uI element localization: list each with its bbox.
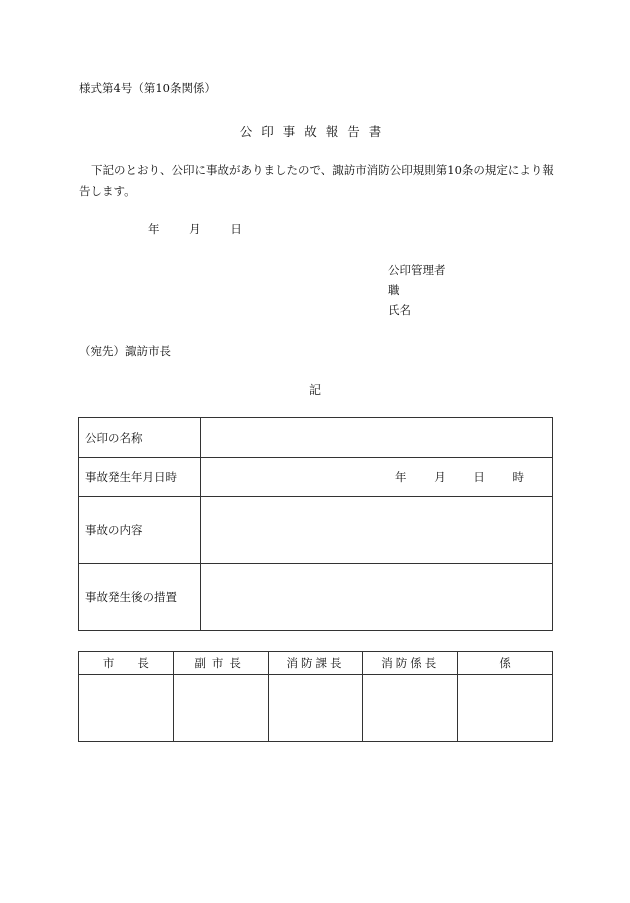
- incident-content-label: 事故の内容: [79, 497, 201, 564]
- datetime-units: [371, 469, 524, 485]
- approver-deputy-mayor-header: 副市長: [173, 652, 268, 675]
- table-row: [79, 675, 553, 742]
- table-row: [79, 497, 553, 564]
- approver-staff-header: 係: [458, 652, 553, 675]
- ki-heading: 記: [308, 383, 321, 397]
- post-incident-measures-label: 事故発生後の措置: [79, 564, 201, 631]
- approval-stamp-table: [78, 651, 553, 742]
- table-row: [79, 458, 553, 497]
- datetime-hour-label: 時: [512, 470, 524, 484]
- form-number: 様式第4号（第10条関係）: [79, 81, 216, 95]
- approver-fire-unit-chief-header: 消防係長: [363, 652, 458, 675]
- page-title: 公印事故報告書: [239, 124, 391, 139]
- signer-role: 公印管理者: [388, 263, 446, 277]
- table-row: [79, 418, 553, 458]
- date-month-label: 月: [189, 222, 201, 236]
- date-year-label: 年: [148, 222, 160, 236]
- mayor-stamp-cell[interactable]: [79, 675, 174, 742]
- table-row: [79, 564, 553, 631]
- incident-details-table: [78, 417, 553, 631]
- seal-name-field[interactable]: [201, 418, 553, 458]
- fire-unit-chief-stamp-cell[interactable]: [363, 675, 458, 742]
- date-day-label: 日: [230, 222, 242, 236]
- datetime-year-label: 年: [395, 470, 407, 484]
- incident-content-field[interactable]: [201, 497, 553, 564]
- deputy-mayor-stamp-cell[interactable]: [173, 675, 268, 742]
- post-incident-measures-field[interactable]: [201, 564, 553, 631]
- datetime-month-label: 月: [434, 470, 446, 484]
- fire-section-chief-stamp-cell[interactable]: [268, 675, 363, 742]
- signer-position: 職: [388, 283, 400, 297]
- signer-name: 氏名: [388, 303, 411, 317]
- seal-name-label: 公印の名称: [79, 418, 201, 458]
- table-row: [79, 652, 553, 675]
- addressee: （宛先）諏訪市長: [79, 344, 171, 358]
- approver-fire-section-chief-header: 消防課長: [268, 652, 363, 675]
- report-statement: 下記のとおり、公印に事故がありましたので、諏訪市消防公印規則第10条の規定により報告します。: [79, 163, 554, 198]
- report-date: [148, 221, 268, 237]
- staff-stamp-cell[interactable]: [458, 675, 553, 742]
- incident-datetime-label: 事故発生年月日時: [79, 458, 201, 497]
- datetime-day-label: 日: [473, 470, 485, 484]
- incident-datetime-field[interactable]: [201, 458, 553, 497]
- approver-mayor-header: 市 長: [79, 652, 174, 675]
